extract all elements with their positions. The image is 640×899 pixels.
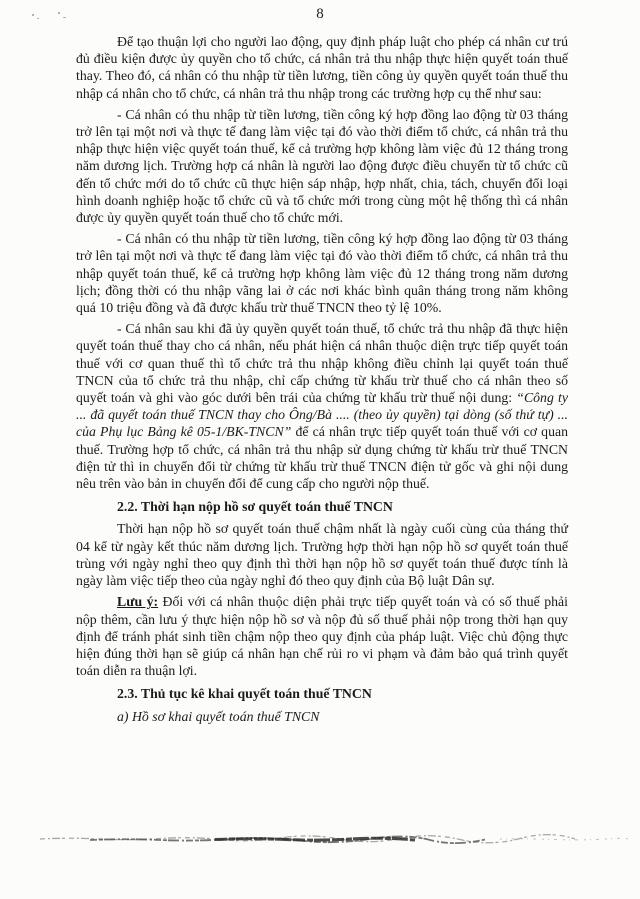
section-heading-2-2: 2.2. Thời hạn nộp hồ sơ quyết toán thuế TNCN (117, 499, 393, 515)
document-body (76, 33, 568, 725)
section-heading-2-3: 2.3. Thủ tục kê khai quyết toán thuế TNCN (117, 686, 372, 702)
scan-noise-line-artifact (30, 831, 630, 847)
bullet3-quoted-certificate-note: “Công ty ... đã quyết toán thuế TNCN thay cho Ông/Bà .... (theo ủy quyền) tại dòng (số thứ tự) ... của Phụ lục Bảng kê 05-1/BK-TNCN” (76, 390, 569, 440)
deadline-paragraph: Thời hạn nộp hồ sơ quyết toán thuế chậm nhất là ngày cuối cùng của tháng thứ 04 kể từ ngày kết thúc năm dương lịch. Trường hợp thời hạn nộp hồ sơ quyết toán thuế trùng với ngày nghỉ theo quy định thì thời hạn nộp hồ sơ quyết toán thuế được tính là ngày làm việc tiếp theo của ngày nghỉ đó theo quy định của Bộ luật Dân sự. (76, 521, 568, 589)
subheading-a-dossier: a) Hồ sơ khai quyết toán thuế TNCN (117, 708, 320, 724)
page-number: 8 (316, 6, 324, 22)
note-paragraph (76, 593, 568, 679)
note-label: Lưu ý: (117, 594, 159, 610)
bullet3-text-after-quote: để cá nhân trực tiếp quyết toán thuế với cơ quan thuế. Trường hợp tổ chức, cá nhân trả thu nhập sử dụng chứng từ khấu trừ thuế TNCN điện tử thì in chuyển đổi từ chứng từ khấu trừ thuế TNCN điện tử gốc và ghi nội dung nêu trên vào bản in chuyển đổi để cung cấp cho người nộp thuế. (76, 424, 568, 492)
note-text: Đối với cá nhân thuộc diện phải trực tiếp quyết toán và có số thuế phải nộp thêm, cần lưu ý thực hiện nộp hồ sơ và nộp đủ số thuế phải nộp trong thời hạn quy định để tránh phát sinh tiền chậm nộp theo quy định của pháp luật. Việc chủ động thực hiện đúng thời hạn sẽ giúp cá nhân hạn chế rủi ro vi phạm và đảm bảo quá trình quyết toán diễn ra thuận lợi. (76, 594, 568, 679)
bullet3-text-before-quote: - Cá nhân sau khi đã ủy quyền quyết toán thuế, tổ chức trả thu nhập đã thực hiện quyết toán thuế thay cho cá nhân, nếu phát hiện cá nhân thuộc diện trực tiếp quyết toán thuế với cơ quan thuế thì tổ chức trả thu nhập không điều chỉnh lại quyết toán thuế TNCN của tổ chức trả thu nhập, chỉ cấp chứng từ khấu trừ thuế cho cá nhân theo số quyết toán và ghi vào góc dưới bên trái của chứng từ khấu trừ thuế nội dung: (76, 321, 568, 406)
bullet-authorization-case-1: - Cá nhân có thu nhập từ tiền lương, tiền công ký hợp đồng lao động từ 03 tháng trở lên tại một nơi và thực tế đang làm việc tại đó vào thời điểm tổ chức, cá nhân trả thu nhập thực hiện việc quyết toán thuế, kể cả trường hợp không làm việc đủ 12 tháng trong năm dương lịch. Trường hợp cá nhân là người lao động được điều chuyển từ tổ chức cũ đến tổ chức mới do tổ chức cũ thực hiện sáp nhập, hợp nhất, chia, tách, chuyển đổi loại hình doanh nghiệp hoặc tổ chức cũ và tổ chức mới trong cùng một hệ thống thì cá nhân được ủy quyền quyết toán thuế cho tổ chức mới. (76, 106, 568, 226)
bullet-authorization-case-3 (76, 320, 568, 492)
bullet-authorization-case-2: - Cá nhân có thu nhập từ tiền lương, tiền công ký hợp đồng lao động từ 03 tháng trở lên tại một nơi và thực tế đang làm việc tại đó vào thời điểm tổ chức, cá nhân trả thu nhập quyết toán thuế, kể cả trường hợp không làm việc đủ 12 tháng trong năm dương lịch; đồng thời có thu nhập vãng lai ở các nơi khác bình quân tháng trong năm không quá 10 triệu đồng và đã được khấu trừ thuế TNCN theo tỷ lệ 10%. (76, 231, 568, 316)
intro-paragraph: Để tạo thuận lợi cho người lao động, quy định pháp luật cho phép cá nhân cư trú đủ điều kiện được ủy quyền cho tổ chức, cá nhân trả thu nhập thực hiện quyết toán thuế thay. Theo đó, cá nhân có thu nhập từ tiền lương, tiền công ủy quyền quyết toán thuế thu nhập cá nhân cho tổ chức, cá nhân trả thu nhập trong các trường hợp cụ thể như sau: (76, 34, 568, 101)
